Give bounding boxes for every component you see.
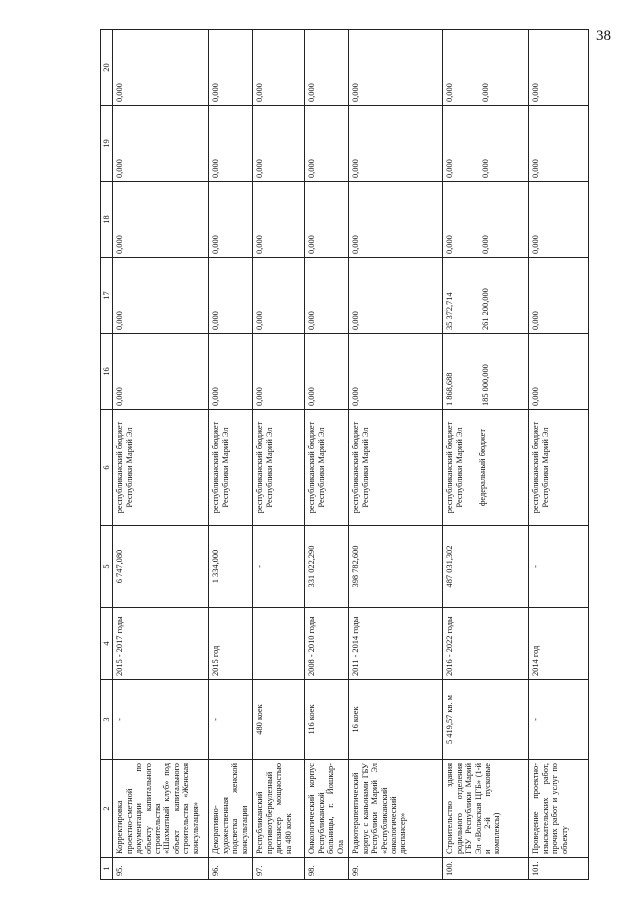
table-row: [305, 30, 349, 880]
row-number: 95.: [113, 858, 209, 880]
estimated-cost: 487 031,302: [443, 526, 529, 608]
object-name: Республиканский противотуберкулезный диспансер мощностью на 480 коек: [253, 760, 305, 858]
value-col20: 0,000: [209, 30, 253, 106]
period: [253, 608, 305, 680]
value-col20: 0,000: [349, 30, 443, 106]
value-col18: 0,000: [305, 182, 349, 258]
investment-table: [100, 29, 589, 880]
col-header: 6: [101, 410, 113, 526]
value-primary: 35 372,714: [445, 292, 455, 330]
col-header: 19: [101, 106, 113, 182]
estimated-cost: -: [253, 526, 305, 608]
period: 2011 - 2014 годы: [349, 608, 443, 680]
value-federal: 185 000,000: [480, 364, 490, 406]
value-col17: 0,000: [349, 258, 443, 334]
value-primary: 0,000: [445, 83, 455, 102]
period: 2015 год: [209, 608, 253, 680]
value-col19: 0,000: [349, 106, 443, 182]
value-col17: 0,000: [529, 258, 589, 334]
row-number: 97.: [253, 858, 305, 880]
row-number: 96.: [209, 858, 253, 880]
estimated-cost: 331 022,290: [305, 526, 349, 608]
table-row: [349, 30, 443, 880]
value-federal: 261 200,000: [480, 288, 490, 330]
value-col20: 0,000: [113, 30, 209, 106]
col-header: 3: [101, 680, 113, 760]
period: 2014 год: [529, 608, 589, 680]
col-header: 18: [101, 182, 113, 258]
funding-source: республиканский бюджет Республики Марий Эл: [529, 410, 589, 526]
capacity: -: [529, 680, 589, 760]
page-number: 38: [596, 28, 611, 44]
table-row: [529, 30, 589, 880]
value-col16: 0,000: [253, 334, 305, 410]
capacity: 5 419,57 кв. м: [443, 680, 529, 760]
funding-source-primary: республиканский бюджет Республики Марий Эл: [445, 421, 464, 514]
table-row: [253, 30, 305, 880]
row-number: 100.: [443, 858, 529, 880]
value-col16: 0,000: [349, 334, 443, 410]
object-name: Проведение проектно-изыскательских работ, прочих работ и услуг по объекту: [529, 760, 589, 858]
col-header: 20: [101, 30, 113, 106]
capacity: 116 коек: [305, 680, 349, 760]
value-col16: 0,000: [209, 334, 253, 410]
col-header: 17: [101, 258, 113, 334]
table-row: [209, 30, 253, 880]
value-federal: 0,000: [480, 235, 490, 254]
funding-source: республиканский бюджет Республики Марий Эл: [209, 410, 253, 526]
object-name: Онкологический корпус Республиканской больницы, г. Йошкар-Ола: [305, 760, 349, 858]
period: 2016 - 2022 годы: [443, 608, 529, 680]
capacity: -: [113, 680, 209, 760]
value-col18: 0,000: [349, 182, 443, 258]
funding-source-federal: федеральный бюджет: [478, 428, 488, 507]
estimated-cost: 398 782,600: [349, 526, 443, 608]
rotated-table-container: [100, 30, 630, 880]
object-name: Строительство здания родильного отделения ГБУ Республики Марий Эл «Волжская ЦГБ» (1-й и 2-й пусковые комплексы): [443, 760, 529, 858]
funding-source: республиканский бюджет Республики Марий Эл: [253, 410, 305, 526]
capacity: -: [209, 680, 253, 760]
value-col18: 0,000: [113, 182, 209, 258]
capacity: 480 коек: [253, 680, 305, 760]
col-header: 5: [101, 526, 113, 608]
value-col20: 0,000: [305, 30, 349, 106]
table-row: [443, 30, 529, 880]
value-primary: 0,000: [445, 235, 455, 254]
value-col17: 0,000: [113, 258, 209, 334]
object-name: Декоративно-художественная подсветка женской консультации: [209, 760, 253, 858]
table-row: [113, 30, 209, 880]
value-col18: 0,000: [529, 182, 589, 258]
value-col18: 0,000: [209, 182, 253, 258]
value-col20: 0,000: [253, 30, 305, 106]
header-row: [101, 30, 113, 880]
value-col19: 0,000: [253, 106, 305, 182]
capacity: 16 коек: [349, 680, 443, 760]
period: 2008 - 2010 годы: [305, 608, 349, 680]
funding-source: республиканский бюджет Республики Марий Эл: [305, 410, 349, 526]
value-col18: [443, 182, 529, 258]
value-federal: 0,000: [480, 159, 490, 178]
value-col18: 0,000: [253, 182, 305, 258]
value-col20: [443, 30, 529, 106]
period: 2015 - 2017 годы: [113, 608, 209, 680]
value-col17: [443, 258, 529, 334]
col-header: 2: [101, 760, 113, 858]
value-primary: 0,000: [445, 159, 455, 178]
value-col19: [443, 106, 529, 182]
estimated-cost: 6 747,080: [113, 526, 209, 608]
value-col19: 0,000: [305, 106, 349, 182]
value-col16: [443, 334, 529, 410]
funding-source: [443, 410, 529, 526]
row-number: 98.: [305, 858, 349, 880]
value-col17: 0,000: [305, 258, 349, 334]
estimated-cost: 1 334,000: [209, 526, 253, 608]
row-number: 101.: [529, 858, 589, 880]
value-col19: 0,000: [529, 106, 589, 182]
value-col19: 0,000: [113, 106, 209, 182]
value-primary: 1 868,688: [445, 372, 455, 406]
object-name: Корректировка проектно-сметной документации по объекту капитального строительства «Шахматный клуб» под объект капитального строительства «Женская консультация»: [113, 760, 209, 858]
col-header: 4: [101, 608, 113, 680]
funding-source: республиканский бюджет Республики Марий Эл: [349, 410, 443, 526]
value-col17: 0,000: [253, 258, 305, 334]
value-col16: 0,000: [305, 334, 349, 410]
estimated-cost: -: [529, 526, 589, 608]
object-name: Радиотерапевтический корпус с каньонами ГБУ Республики Марий Эл «Республиканский онкологический диспансер»: [349, 760, 443, 858]
value-col16: 0,000: [529, 334, 589, 410]
col-header: 1: [101, 858, 113, 880]
funding-source: республиканский бюджет Республики Марий Эл: [113, 410, 209, 526]
col-header: 16: [101, 334, 113, 410]
value-federal: 0,000: [480, 83, 490, 102]
value-col16: 0,000: [113, 334, 209, 410]
value-col20: 0,000: [529, 30, 589, 106]
value-col17: 0,000: [209, 258, 253, 334]
row-number: 99.: [349, 858, 443, 880]
value-col19: 0,000: [209, 106, 253, 182]
